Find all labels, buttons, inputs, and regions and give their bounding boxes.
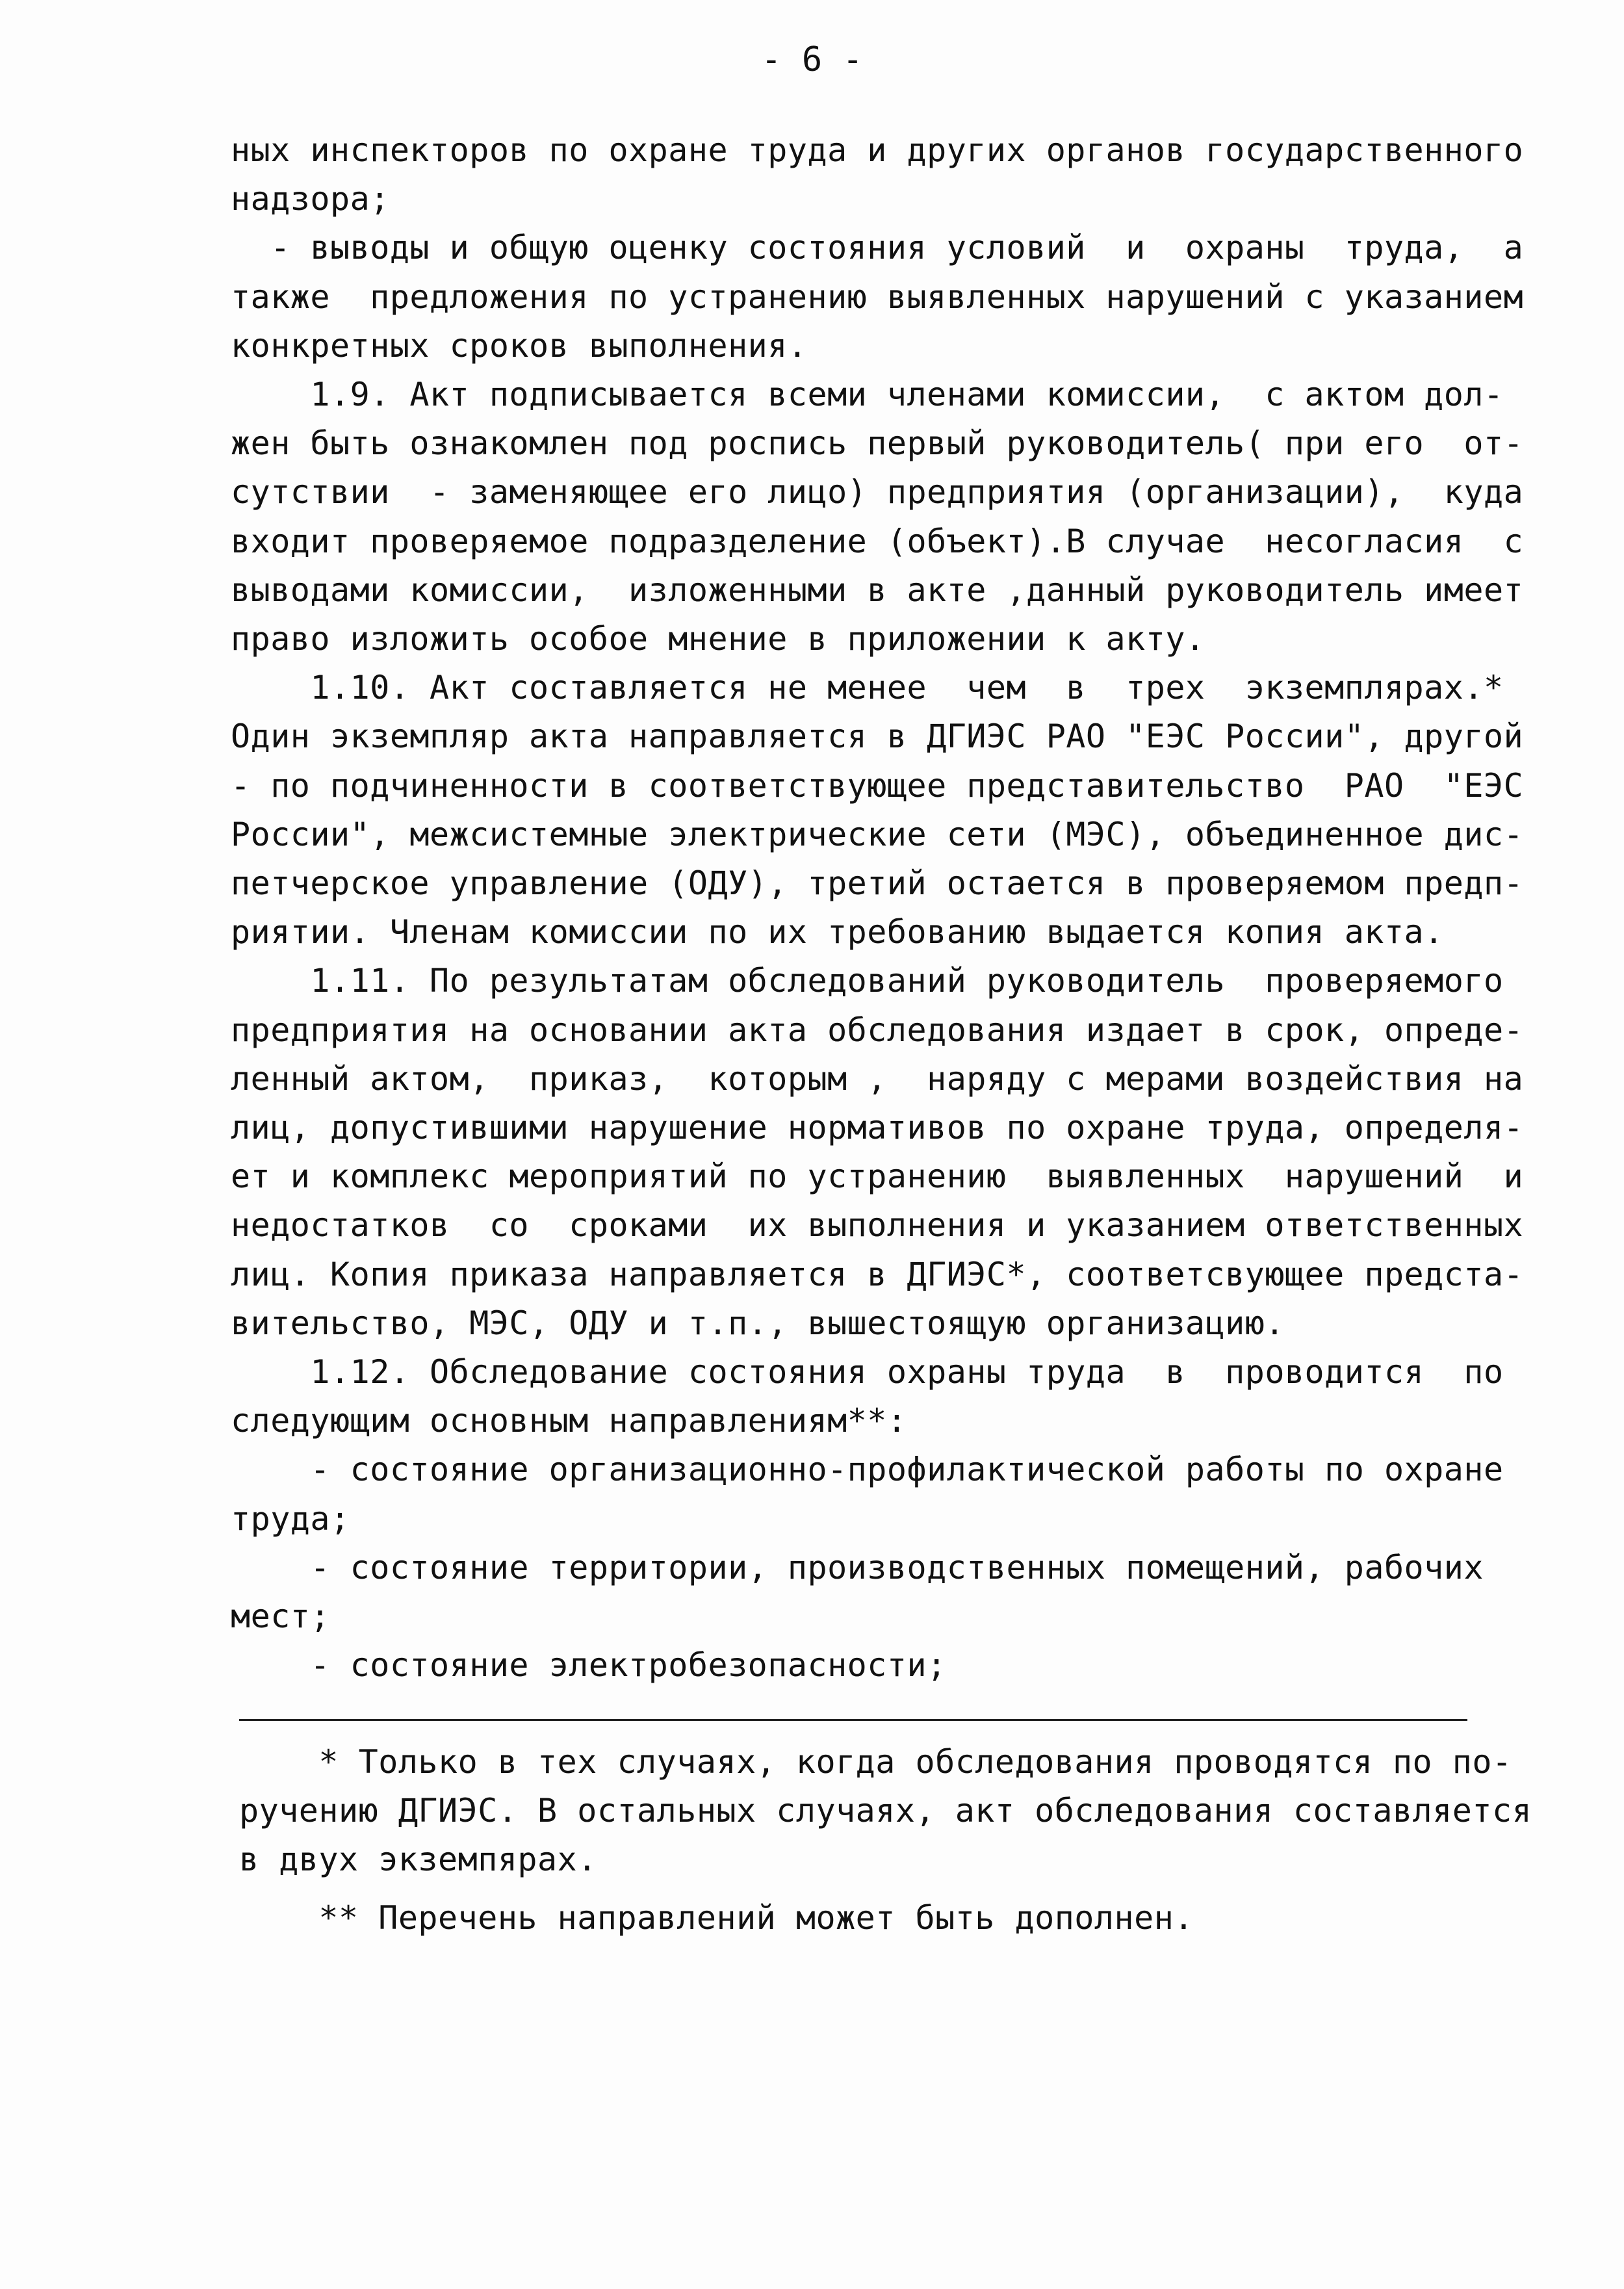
footnote-line: ** Перечень направлений может быть дополнен. [239,1899,1194,1937]
body-line: ленный актом, приказ, которым , наряду с мерами воздействия на [231,1060,1524,1098]
body-line: 1.12. Обследование состояния охраны труда в проводится по [231,1353,1504,1391]
body-line: право изложить особое мнение в приложении к акту. [231,620,1205,658]
body-line: России", межсистемные электрические сети (МЭС), объединенное дис- [231,816,1524,853]
body-line: надзора; [231,180,390,218]
body-line: - состояние электробезопасности; [231,1646,947,1684]
body-line: вительство, МЭС, ОДУ и т.п., вышестоящую организацию. [231,1304,1285,1342]
body-line: предприятия на основании акта обследования издает в срок, опреде- [231,1011,1524,1049]
body-line: риятии. Членам комиссии по их требованию выдается копия акта. [231,913,1444,951]
body-line: - выводы и общую оценку состояния условий и охраны труда, а [231,229,1524,266]
body-line: Один экземпляр акта направляется в ДГИЭС РАО "ЕЭС России", другой [231,718,1524,755]
body-line: петчерское управление (ОДУ), третий остается в проверяемом предп- [231,864,1524,902]
body-line: 1.11. По результатам обследований руководитель проверяемого [231,962,1504,1000]
body-line: лиц, допустившими нарушение нормативов по охране труда, определя- [231,1109,1524,1146]
footnote-line: в двух экземпярах. [239,1841,597,1878]
footnote-rule [239,1719,1467,1721]
body-line: выводами комиссии, изложенными в акте ,данный руководитель имеет [231,571,1524,609]
body-line: 1.9. Акт подписывается всеми членами комиссии, с актом дол- [231,376,1504,413]
body-line: ет и комплекс мероприятий по устранению выявленных нарушений и [231,1157,1524,1195]
body-line: труда; [231,1500,350,1538]
body-line: входит проверяемое подразделение (объект).В случае несогласия с [231,523,1524,560]
footnote-line: * Только в тех случаях, когда обследования проводятся по по- [239,1743,1512,1781]
body-line: следующим основным направлениям**: [231,1402,907,1440]
body-line: жен быть ознакомлен под роспись первый руководитель( при его от- [231,424,1524,462]
page-number: - 6 - [761,40,863,79]
body-line: - состояние территории, производственных помещений, рабочих [231,1549,1484,1586]
body-line: недостатков со сроками их выполнения и указанием ответственных [231,1206,1524,1244]
body-line: мест; [231,1597,331,1635]
footnote-line: ручению ДГИЭС. В остальных случаях, акт обследования составляется [239,1792,1532,1830]
body-line: конкретных сроков выполнения. [231,327,808,365]
body-line: 1.10. Акт составляется не менее чем в трех экземплярах.* [231,669,1504,706]
body-line: ных инспекторов по охране труда и других органов государственного [231,131,1524,169]
body-line: сутствии - заменяющее его лицо) предприятия (организации), куда [231,473,1524,511]
body-line: - по подчиненности в соответствующее представительство РАО "ЕЭС [231,767,1524,805]
body-line: - состояние организационно-профилактической работы по охране [231,1451,1504,1488]
body-line: также предложения по устранению выявленных нарушений с указанием [231,278,1524,316]
body-line: лиц. Копия приказа направляется в ДГИЭС*, соответсвующее предста- [231,1256,1524,1293]
